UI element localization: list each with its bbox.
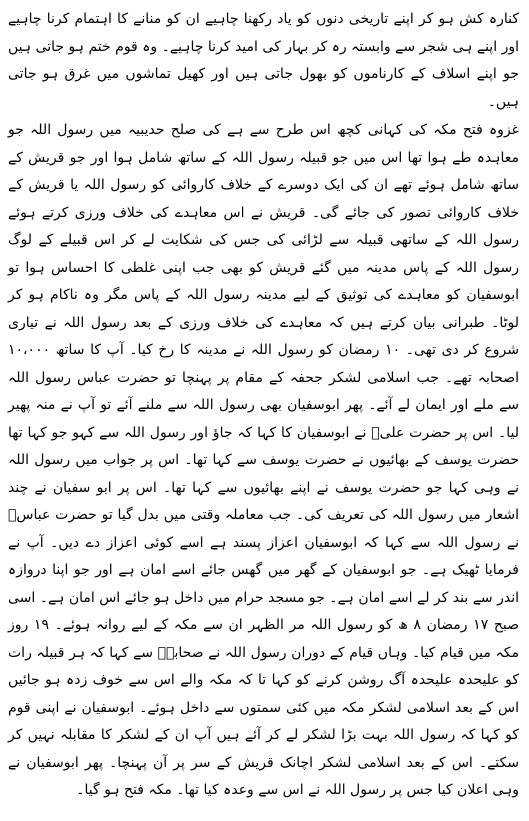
paragraph-intro: کنارہ کش ہو کر اپنے تاریخی دنوں کو یاد رکھنا چاہیے ان کو منانے کا اہتمام کرنا چاہیے اور اپنے ہی شجر سے وابستہ رہ کر بہار کی امید کرنا چاہیے۔ وہ قوم ختم ہو جاتی ہیں جو اپنے اسلاف کے کارناموں کو بھول جاتی ہیں اور کھیل تماشوں میں غرق ہو جاتی ہیں۔ <box>8 11 519 110</box>
paragraph-fath-makkah: غزوہ فتح مکہ کی کہانی کچھ اس طرح سے ہے کی صلح حدیبیہ میں رسول اللہ جو معاہدہ طے ہوا تھا اس میں جو قبیلہ رسول اللہ کے ساتھ شامل ہوا اور جو قریش کے ساتھ شامل ہوئے تھے ان کی ایک دوسرے کے خلاف کاروائی کو رسول اللہ یا قریش کے خلاف کاروائی تصور کی جائے گی۔ قریش نے اس معاہدے کی خلاف ورزی کرتے ہوئے رسول اللہ کے ساتھی قبیلہ سے لڑائی کی جس کی شکایت لے کر اس قبیلے کے لوگ رسول اللہ کے پاس مدینہ میں گئے قریش کو بھی جب اپنی غلطی کا احساس ہوا تو ابوسفیان کو معاہدے کی توثیق کے لیے مدینہ رسول اللہ کے پاس مگر وہ ناکام ہو کر لوٹا۔ طبرانی بیان کرتے ہیں کہ معاہدے کی خلاف ورزی کے بعد رسول اللہ نے تیاری شروع کر دی تھی۔ ۱۰ رمضان کو رسول اللہ نے مدینہ کا رخ کیا۔ آپ کا ساتھ ۱۰،۰۰۰ اصحابہ تھے۔ جب اسلامی لشکر جحفہ کے مقام پر پہنچا تو حضرت عباس رسول اللہ سے ملے اور ایمان لے آئے۔ پھر ابوسفیان بھی رسول اللہ سے ملنے آئے تو آپ نے منہ پھیر لیا۔ اس پر حضرت علیؓ نے ابوسفیان کا کہا کہ جاؤ اور رسول اللہ سے کہو جو کہا تھا حضرت یوسف کے بھائیوں نے حضرت یوسف سے کہا تھا۔ اس پر جواب میں رسول اللہ نے وہی کہا جو حضرت یوسف نے اپنے بھائیوں سے کہا تھا۔ اس پر ابو سفیان نے چند اشعار میں رسول اللہ کی تعریف کی۔ جب معاملہ وقتی میں بدل گیا تو حضرت عباسؓ نے رسول اللہ سے کہا کہ ابوسفیان اعزاز پسند ہے اسے کوئی اعزاز دے دیں۔ آپ نے فرمایا ٹھیک ہے۔ جو ابوسفیان کے گھر میں گھس جائے اسے امان ہے اور جو اپنا دروازہ اندر سے بند کر لے اسے امان ہے۔ جو مسجد حرام میں داخل ہو جائے اس امان ہے۔ اسی صبح ۱۷ رمضان ۸ ھ کو رسول اللہ مر الظہر ان سے مکہ کے لیے روانہ ہوئے۔ ۱۹ روز مکہ میں قیام کیا۔ وہاں قیام کے دوران رسول اللہ نے صحابہؓ سے کہا کہ ہر قبیلہ رات کو علیحدہ علیحدہ آگ روشن کرنے کو کہا تا کہ مکہ والے اس سے خوف زدہ ہو جائیں اس کے بعد اسلامی لشکر مکہ میں کئی سمتوں سے داخل ہوئے۔ ابوسفیان نے اپنی قوم کو کہا کہ رسول اللہ بہت بڑا لشکر لے کر آئے ہیں آپ ان کے لشکر کا مقابلہ نہیں کر سکتے۔ اس کے بعد اسلامی لشکر اچانک قریش کے سر پر آن پہنچا۔ پھر ابوسفیان نے وہی اعلان کیا جس پر رسول اللہ نے اس سے وعدہ کیا تھا۔ مکہ فتح ہو گیا۔ <box>8 122 519 798</box>
